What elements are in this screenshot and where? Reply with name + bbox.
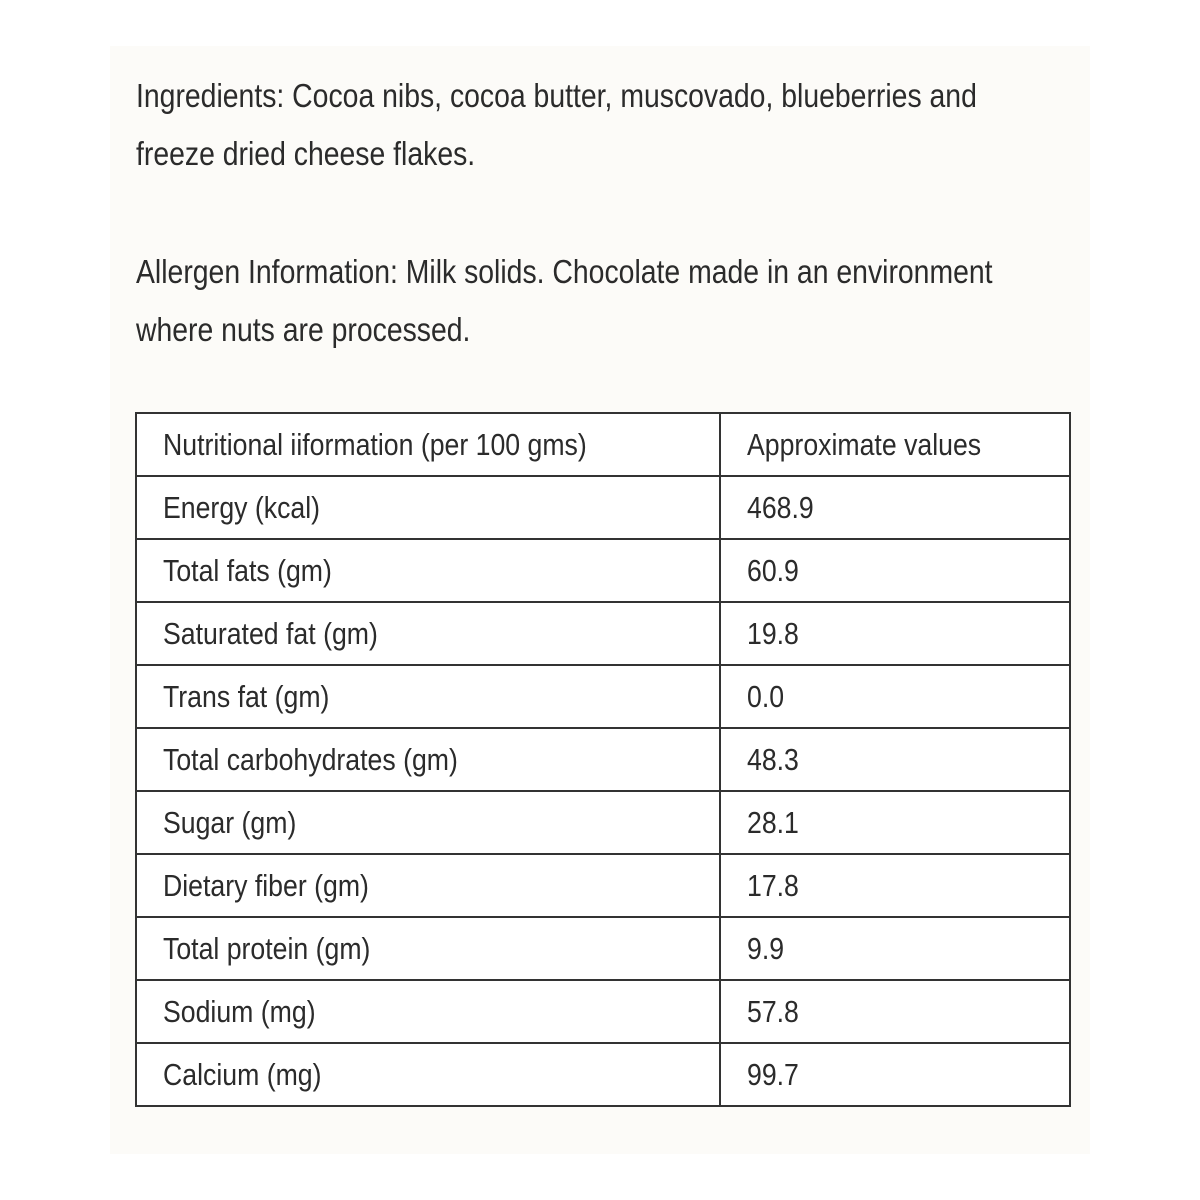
table-row [136,476,1070,539]
nutrient-cell: Calcium (mg) [136,1043,720,1106]
value-cell: 17.8 [720,854,1070,917]
nutrient-cell: Total protein (gm) [136,917,720,980]
table-row [136,791,1070,854]
table-row [136,980,1070,1043]
nutrient-cell: Total fats (gm) [136,539,720,602]
allergen-text [136,243,1086,359]
header-nutrient-cell: Nutritional iiformation (per 100 gms) [136,413,720,476]
value-cell: 28.1 [720,791,1070,854]
nutrient-cell: Trans fat (gm) [136,665,720,728]
table-header-row [136,413,1070,476]
nutrition-table [135,412,1071,1107]
nutrient-cell: Sodium (mg) [136,980,720,1043]
table-row [136,854,1070,917]
table-row [136,1043,1070,1106]
ingredients-text [136,67,1086,183]
value-cell: 19.8 [720,602,1070,665]
value-cell: 99.7 [720,1043,1070,1106]
table-row [136,539,1070,602]
header-value-cell: Approximate values [720,413,1070,476]
table-row [136,728,1070,791]
table-row [136,665,1070,728]
nutrient-cell: Energy (kcal) [136,476,720,539]
value-cell: 60.9 [720,539,1070,602]
allergen-line-1: Allergen Information: Milk solids. Chocolate made in an environment [136,253,993,290]
nutrient-cell: Dietary fiber (gm) [136,854,720,917]
value-cell: 0.0 [720,665,1070,728]
value-cell: 57.8 [720,980,1070,1043]
value-cell: 48.3 [720,728,1070,791]
nutrient-cell: Total carbohydrates (gm) [136,728,720,791]
nutrient-cell: Saturated fat (gm) [136,602,720,665]
value-cell: 468.9 [720,476,1070,539]
table-row [136,602,1070,665]
allergen-line-2: where nuts are processed. [136,311,471,348]
nutrient-cell: Sugar (gm) [136,791,720,854]
value-cell: 9.9 [720,917,1070,980]
ingredients-line-1: Ingredients: Cocoa nibs, cocoa butter, muscovado, blueberries and [136,77,977,114]
table-row [136,917,1070,980]
ingredients-line-2: freeze dried cheese flakes. [136,135,476,172]
